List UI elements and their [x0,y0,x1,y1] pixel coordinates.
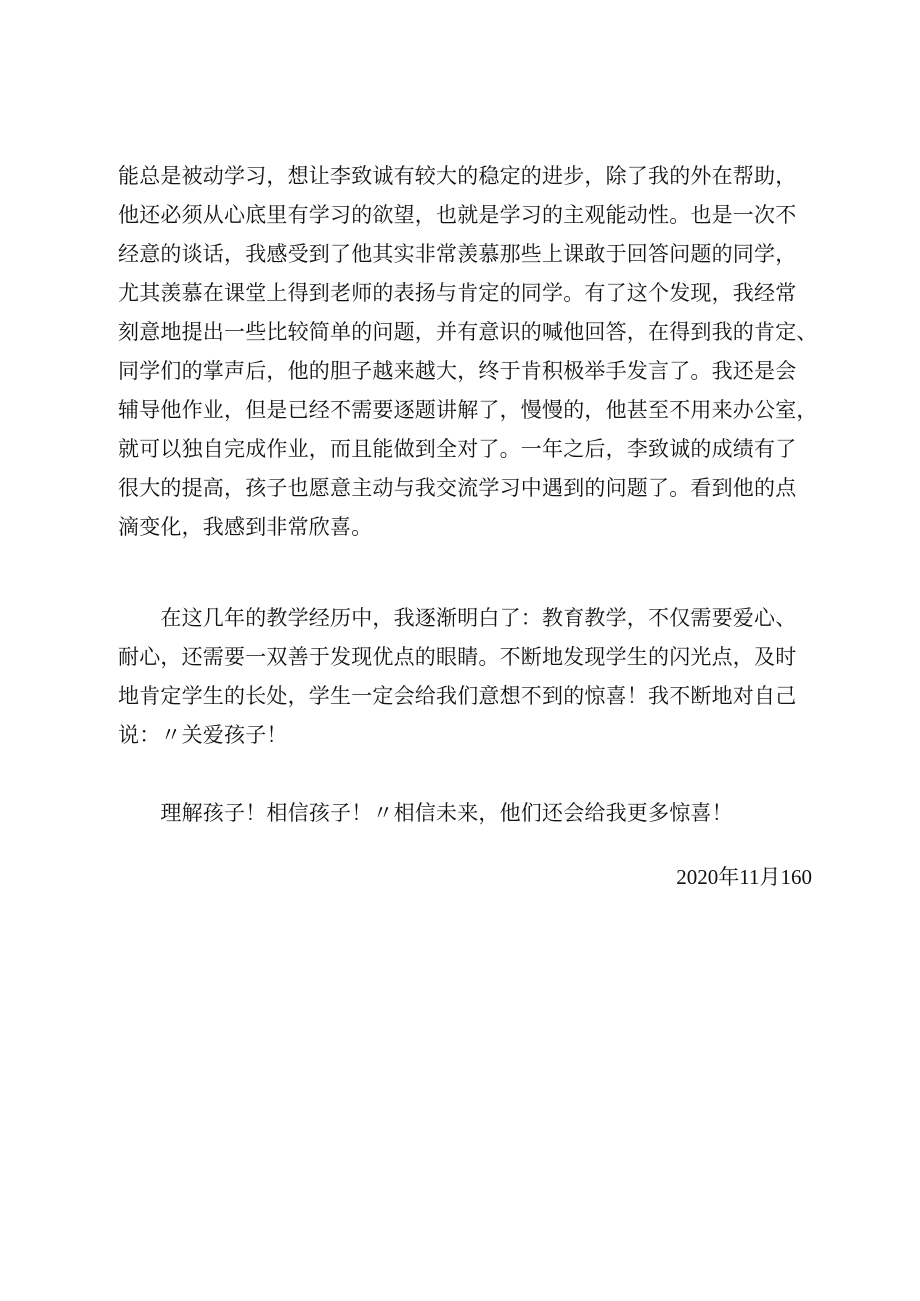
paragraph-line: 尤其羡慕在课堂上得到老师的表扬与肯定的同学。有了这个发现，我经常 [118,281,797,305]
paragraph-2 [118,599,818,755]
paragraph-line: 同学们的掌声后，他的胆子越来越大，终于肯积极举手发言了。我还是会 [118,359,797,383]
paragraph-line: 他还必须从心底里有学习的欲望，也就是学习的主观能动性。也是一次不 [118,203,797,227]
paragraph-line: 耐心，还需要一双善于发现优点的眼睛。不断地发现学生的闪光点，及时 [118,645,797,669]
paragraph-line: 就可以独自完成作业，而且能做到全对了。一年之后，李致诚的成绩有了 [118,437,797,461]
paragraph-line: 滴变化，我感到非常欣喜。 [118,515,373,539]
paragraph-line: 很大的提高，孩子也愿意主动与我交流学习中遇到的问题了。看到他的点 [118,476,797,500]
paragraph-line: 理解孩子！相信孩子！〃相信未来，他们还会给我更多惊喜！ [118,801,733,825]
paragraph-1 [118,157,818,547]
paragraph-line: 辅导他作业，但是已经不需要逐题讲解了，慢慢的，他甚至不用来办公室， [118,398,818,422]
paragraph-line: 刻意地提出一些比较简单的问题，并有意识的喊他回答，在得到我的肯定、 [118,320,818,344]
paragraph-line: 地肯定学生的长处，学生一定会给我们意想不到的惊喜！我不断地对自己 [118,684,797,708]
document-date: 2020年11月160 [676,865,812,889]
paragraph-line: 能总是被动学习，想让李致诚有较大的稳定的进步，除了我的外在帮助， [118,164,797,188]
paragraph-line: 经意的谈话，我感受到了他其实非常羡慕那些上课敢于回答问题的同学， [118,242,797,266]
paragraph-line: 在这几年的教学经历中，我逐渐明白了：教育教学，不仅需要爱心、 [118,606,797,630]
paragraph-line: 说：〃关爱孩子！ [118,723,288,747]
paragraph-3 [118,794,818,833]
